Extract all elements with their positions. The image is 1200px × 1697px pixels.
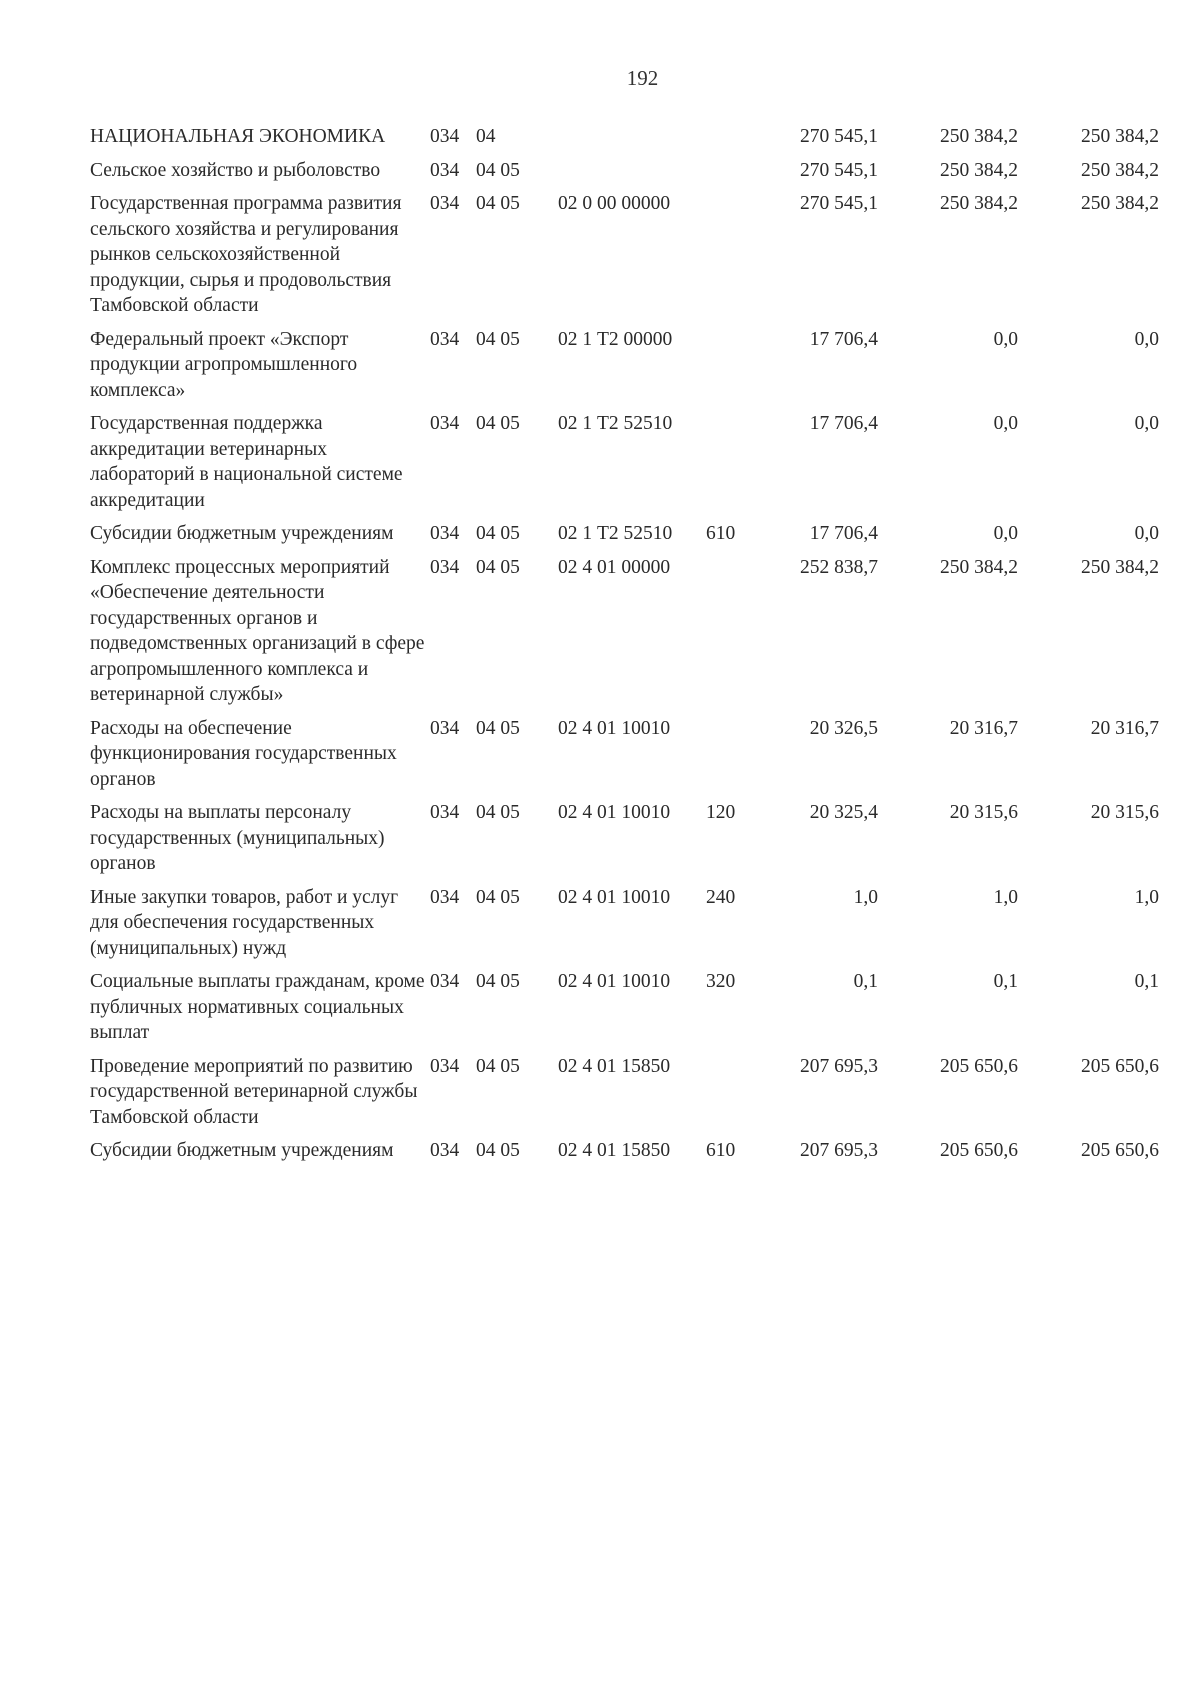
row-target-article: 02 1 Т2 00000 [558,328,673,350]
row-section-code: 04 05 [476,328,520,350]
row-target-article: 02 4 01 15850 [558,1055,671,1077]
row-amount-year-3: 205 650,6 [1081,1055,1159,1077]
row-admin-code: 034 [430,328,460,350]
row-name: Социальные выплаты гражданам, кроме публичных нормативных социальных выплат [90,971,425,1043]
table-row [90,555,1159,716]
row-amount-year-1: 17 706,4 [809,523,878,544]
row-admin-code: 034 [430,556,460,578]
row-expense-type [706,124,766,158]
row-expense-type: 240 [706,886,736,908]
row-amount-year-3: 0,0 [1134,413,1159,434]
row-amount-year-1: 270 545,1 [800,193,878,214]
row-name: Субсидии бюджетным учреждениям [90,1140,394,1161]
table-row [90,800,1159,885]
row-target-article [558,124,706,158]
row-amount-year-2: 20 316,7 [949,717,1018,739]
row-admin-code: 034 [430,126,460,147]
row-target-article: 02 1 Т2 52510 [558,523,673,544]
row-admin-code: 034 [430,886,460,908]
row-amount-year-3: 205 650,6 [1081,1140,1159,1161]
row-name: Государственная поддержка аккредитации ветеринарных лабораторий в национальной системе аккредитации [90,413,403,511]
row-amount-year-1: 207 695,3 [800,1055,878,1077]
row-expense-type: 610 [706,1140,736,1161]
row-expense-type: 320 [706,971,736,992]
row-expense-type [706,555,766,716]
row-target-article: 02 1 Т2 52510 [558,413,673,434]
row-amount-year-2: 250 384,2 [940,193,1018,214]
row-amount-year-2: 0,0 [993,413,1018,434]
row-name: Федеральный проект «Экспорт продукции агропромышленного комплекса» [90,328,358,401]
table-row [90,521,1159,555]
row-section-code: 04 05 [476,886,520,908]
row-amount-year-1: 207 695,3 [800,1140,878,1161]
row-amount-year-1: 20 326,5 [809,717,878,739]
row-amount-year-2: 250 384,2 [940,556,1018,578]
row-admin-code: 034 [430,802,460,823]
row-name: Сельское хозяйство и рыболовство [90,159,381,181]
row-admin-code: 034 [430,413,460,434]
row-expense-type [706,327,766,412]
row-amount-year-3: 1,0 [1134,886,1159,908]
table-row [90,1054,1159,1139]
row-name: Комплекс процессных мероприятий «Обеспечение деятельности государственных органов и подведомственных организаций в сфере агропромышленного комплекса и ветеринарной службы» [90,556,425,705]
row-amount-year-3: 250 384,2 [1081,193,1159,214]
row-amount-year-1: 1,0 [853,886,878,908]
row-admin-code: 034 [430,1140,460,1161]
row-expense-type [706,158,766,192]
row-name: Проведение мероприятий по развитию государственной ветеринарной службы Тамбовской области [90,1055,418,1128]
table-row [90,969,1159,1054]
row-section-code: 04 05 [476,556,520,578]
row-amount-year-1: 17 706,4 [809,413,878,434]
budget-table-body [90,124,1159,1172]
table-row [90,124,1159,158]
row-target-article [558,158,706,192]
row-target-article: 02 0 00 00000 [558,193,671,214]
table-row [90,716,1159,801]
row-section-code: 04 05 [476,971,520,992]
row-section-code: 04 05 [476,717,520,739]
row-name: Государственная программа развития сельского хозяйства и регулирования рынков сельскохозяйственной продукции, сырья и продовольствия Тамбовской области [90,193,402,316]
row-section-code: 04 05 [476,159,520,181]
row-name: Иные закупки товаров, работ и услуг для обеспечения государственных (муниципальных) нужд [90,886,399,959]
row-amount-year-1: 17 706,4 [809,328,878,350]
row-amount-year-3: 0,0 [1134,328,1159,350]
row-target-article: 02 4 01 00000 [558,556,671,578]
row-amount-year-2: 1,0 [993,886,1018,908]
row-admin-code: 034 [430,523,460,544]
row-admin-code: 034 [430,717,460,739]
budget-table [90,124,1159,1172]
row-section-code: 04 05 [476,1055,520,1077]
row-target-article: 02 4 01 10010 [558,717,671,739]
row-amount-year-2: 250 384,2 [940,126,1018,147]
row-amount-year-3: 0,0 [1134,523,1159,544]
row-amount-year-3: 20 316,7 [1090,717,1159,739]
row-expense-type [706,716,766,801]
row-amount-year-1: 270 545,1 [800,126,878,147]
row-amount-year-2: 20 315,6 [949,802,1018,823]
row-amount-year-3: 0,1 [1134,971,1159,992]
row-admin-code: 034 [430,193,460,214]
row-section-code: 04 05 [476,1140,520,1161]
row-target-article: 02 4 01 10010 [558,971,671,992]
table-row [90,191,1159,327]
row-target-article: 02 4 01 10010 [558,802,671,823]
row-amount-year-3: 250 384,2 [1081,159,1159,181]
row-name: Субсидии бюджетным учреждениям [90,523,394,544]
row-amount-year-1: 252 838,7 [800,556,878,578]
row-section-code: 04 05 [476,193,520,214]
row-amount-year-2: 0,0 [993,328,1018,350]
row-name: НАЦИОНАЛЬНАЯ ЭКОНОМИКА [90,126,386,147]
row-expense-type [706,191,766,327]
row-admin-code: 034 [430,1055,460,1077]
row-expense-type [706,411,766,521]
row-target-article: 02 4 01 10010 [558,886,671,908]
row-amount-year-2: 205 650,6 [940,1055,1018,1077]
table-row [90,158,1159,192]
row-amount-year-1: 270 545,1 [800,159,878,181]
table-row [90,411,1159,521]
row-admin-code: 034 [430,971,460,992]
row-expense-type [706,1054,766,1139]
row-amount-year-2: 0,0 [993,523,1018,544]
row-amount-year-3: 250 384,2 [1081,556,1159,578]
row-amount-year-3: 250 384,2 [1081,126,1159,147]
row-amount-year-1: 20 325,4 [809,802,878,823]
table-row [90,885,1159,970]
page-number: 192 [626,66,659,90]
row-name: Расходы на обеспечение функционирования государственных органов [90,717,397,790]
row-amount-year-3: 20 315,6 [1090,802,1159,823]
row-name: Расходы на выплаты персоналу государственных (муниципальных) органов [90,802,385,874]
row-section-code: 04 05 [476,802,520,823]
row-amount-year-2: 250 384,2 [940,159,1018,181]
row-amount-year-2: 0,1 [993,971,1018,992]
row-section-code: 04 05 [476,413,520,434]
row-expense-type: 610 [706,523,736,544]
row-amount-year-2: 205 650,6 [940,1140,1018,1161]
table-row [90,327,1159,412]
row-amount-year-1: 0,1 [853,971,878,992]
row-admin-code: 034 [430,159,460,181]
row-expense-type: 120 [706,802,736,823]
row-section-code: 04 05 [476,523,520,544]
table-row [90,1138,1159,1172]
row-target-article: 02 4 01 15850 [558,1140,671,1161]
row-section-code: 04 [476,126,496,147]
